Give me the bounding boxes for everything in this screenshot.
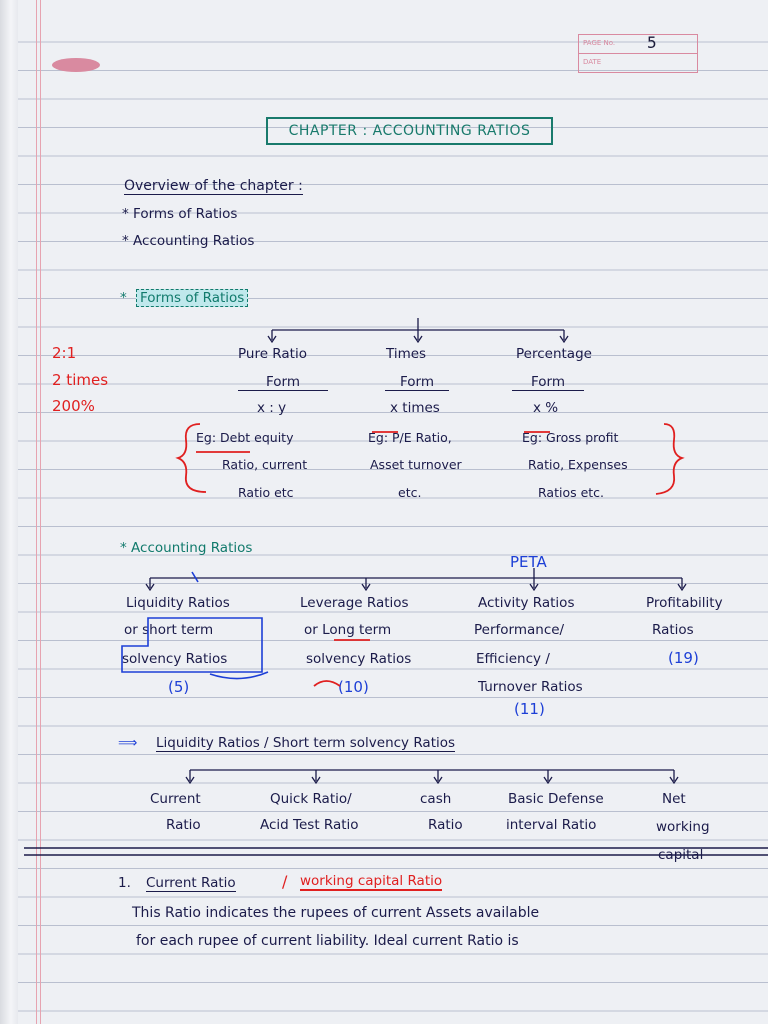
side-example: 2:1: [52, 344, 77, 362]
forms-heading: Forms of Ratios: [136, 289, 248, 307]
category-line: Profitability: [646, 595, 723, 611]
overview-heading: Overview of the chapter :: [124, 178, 303, 194]
category-line: or Long term: [304, 622, 392, 638]
category-line: Performance/: [474, 622, 565, 638]
category-count: (5): [168, 678, 190, 696]
form-type: Times: [386, 346, 427, 362]
category-count: (11): [514, 700, 545, 718]
form-type: Percentage: [516, 346, 592, 362]
page-number: 5: [647, 33, 657, 52]
example-text: Asset turnover: [370, 457, 462, 472]
form-label: Form: [512, 374, 584, 391]
section-title-alt: working capital Ratio: [300, 873, 443, 889]
section-number: 1.: [118, 875, 131, 891]
liquidity-item: Ratio: [166, 817, 201, 833]
category-line: Ratios: [652, 622, 694, 638]
liquidity-item: Quick Ratio/: [270, 791, 352, 807]
example-text: Ratio, current: [222, 457, 308, 472]
date-label: DATE: [583, 58, 602, 66]
category-line: Leverage Ratios: [300, 595, 409, 611]
category-line: solvency Ratios: [306, 651, 412, 667]
category-line: solvency Ratios: [122, 651, 228, 667]
category-line: Turnover Ratios: [478, 679, 583, 695]
category-count: (10): [338, 678, 369, 696]
liquidity-item: Basic Defense: [508, 791, 604, 807]
category-line: Efficiency /: [476, 651, 550, 667]
example-text: Eg: P/E Ratio,: [368, 430, 452, 445]
example-text: Ratio, Expenses: [528, 457, 628, 472]
example-text: etc.: [398, 485, 422, 500]
section-title: Current Ratio: [146, 875, 236, 891]
example-text: Ratios etc.: [538, 485, 605, 500]
example-text: Ratio etc: [238, 485, 294, 500]
liquidity-heading: Liquidity Ratios / Short term solvency Ratios: [156, 735, 456, 751]
liquidity-item: Current: [150, 791, 201, 807]
liquidity-item: Ratio: [428, 817, 463, 833]
form-notation: x times: [390, 400, 440, 416]
example-text: Eg: Gross profit: [522, 430, 619, 445]
category-count: (19): [668, 649, 699, 667]
liquidity-item: working: [656, 819, 710, 835]
category-line: Activity Ratios: [478, 595, 575, 611]
form-notation: x %: [533, 400, 559, 416]
example-text: Eg: Debt equity: [196, 430, 294, 445]
overview-item: * Forms of Ratios: [122, 206, 238, 222]
category-line: or short term: [124, 622, 214, 638]
form-type: Pure Ratio: [238, 346, 307, 362]
overview-item: * Accounting Ratios: [122, 233, 255, 249]
page-no-label: PAGE No.: [583, 39, 616, 47]
form-notation: x : y: [257, 400, 287, 416]
liquidity-item: cash: [420, 791, 452, 807]
liquidity-arrow: ⟹: [118, 735, 138, 751]
section-title-separator: /: [282, 872, 288, 891]
peta-acronym: PETA: [510, 553, 547, 571]
body-text: for each rupee of current liability. Ideal current Ratio is: [136, 933, 519, 949]
side-example: 2 times: [52, 371, 109, 389]
form-label: Form: [385, 374, 449, 391]
liquidity-item: capital: [658, 847, 704, 863]
liquidity-item: interval Ratio: [506, 817, 597, 833]
accounting-heading: * Accounting Ratios: [120, 540, 253, 556]
liquidity-item: Net: [662, 791, 686, 807]
chapter-title: CHAPTER : ACCOUNTING RATIOS: [266, 117, 553, 145]
liquidity-item: Acid Test Ratio: [260, 817, 359, 833]
form-label: Form: [238, 374, 328, 391]
side-example: 200%: [52, 397, 95, 415]
category-line: Liquidity Ratios: [126, 595, 230, 611]
forms-star: *: [120, 290, 127, 306]
body-text: This Ratio indicates the rupees of current Assets available: [132, 905, 540, 921]
